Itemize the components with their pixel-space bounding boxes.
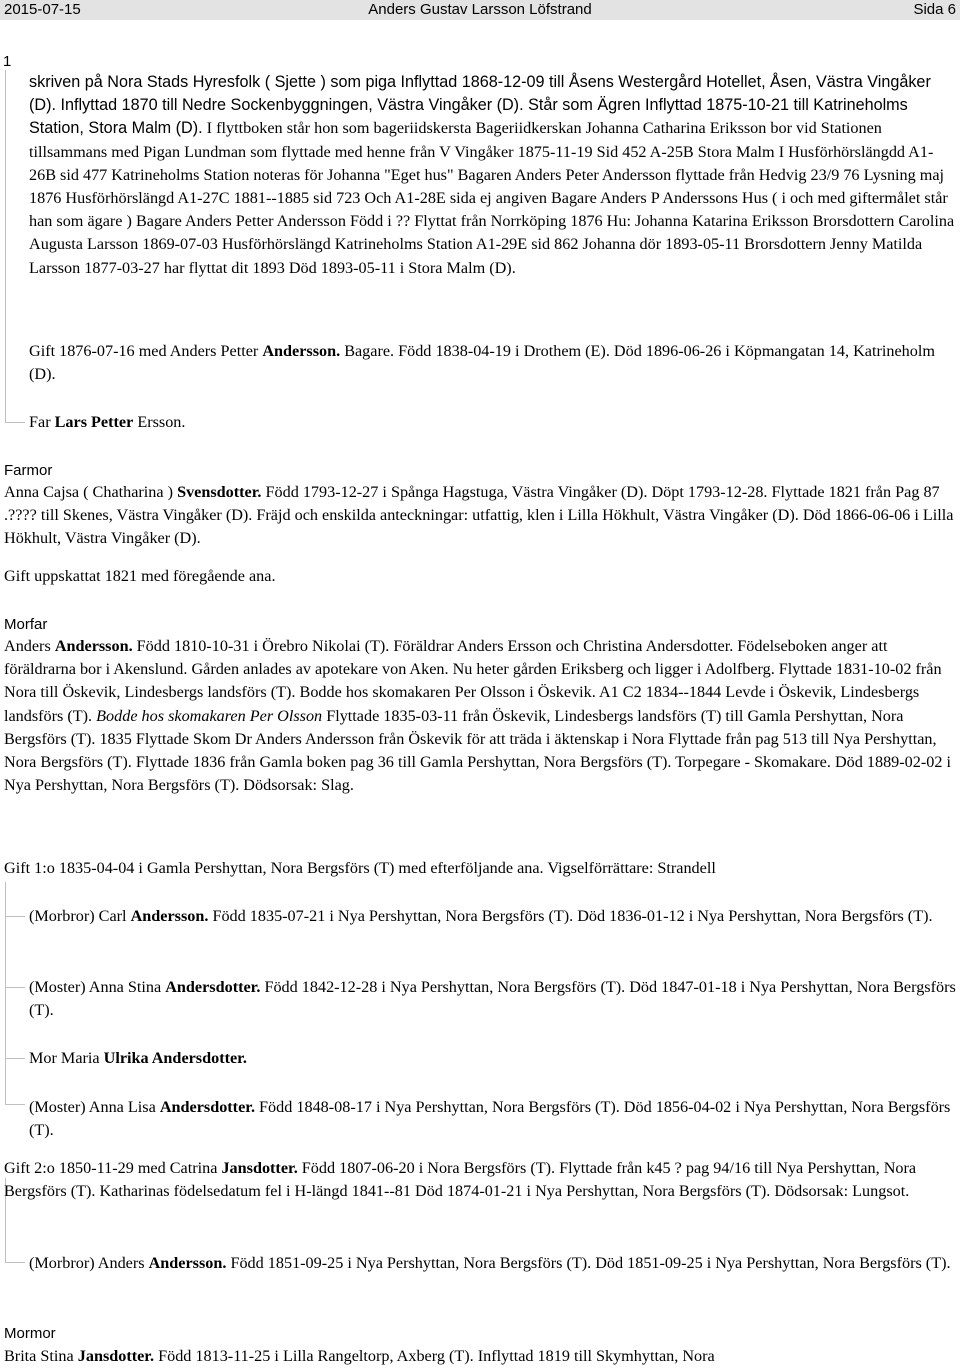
header-page-number: Sida 6 bbox=[913, 1, 956, 18]
marriage-1876-details: Bagare. Född 1838-04-19 i Drothem (E). Död 1896-06-26 i Köpmangatan 14, Katrineholm (D). bbox=[29, 342, 935, 384]
child-given-name: (Moster) Anna Stina bbox=[29, 978, 166, 996]
mormor-paragraph bbox=[4, 1345, 957, 1369]
child-entry bbox=[29, 1096, 957, 1142]
child-surname: Andersdotter. bbox=[159, 1098, 255, 1116]
child-details: Född 1835-07-21 i Nya Pershyttan, Nora Bergsförs (T). Död 1836-01-12 i Nya Pershyttan, Nora Bergsförs (T). bbox=[208, 907, 933, 925]
child-entry-mother bbox=[29, 1047, 957, 1070]
farmor-details: Född 1793-12-27 i Spånga Hagstuga, Västra Vingåker (D). Döpt 1793-12-28. Flyttade 1821 från Pag 87 .???? till Skenes, Västra Vingåker (D). Fräjd och enskilda anteckningar: utfattig, klen i Lilla Hökhult, Västra Vingåker (D). Död 1866-06-06 i Lilla Hökhult, Västra Vingåker (D). bbox=[4, 483, 954, 548]
child-surname: Ulrika Andersdotter. bbox=[103, 1049, 247, 1067]
tree-branch-child-1 bbox=[5, 916, 25, 917]
tree-branch-child-4 bbox=[5, 1104, 25, 1105]
farmor-surname: Svensdotter. bbox=[177, 483, 262, 501]
father-prefix: Far bbox=[29, 413, 55, 431]
child-details: Född 1842-12-28 i Nya Pershyttan, Nora Bergsförs (T). Död 1847-01-18 i Nya Pershyttan, Nora Bergsförs (T). bbox=[29, 978, 956, 1020]
father-surname: Ersson. bbox=[133, 413, 186, 431]
child-given-name: (Morbror) Carl bbox=[29, 907, 131, 925]
mormor-given-name: Brita Stina bbox=[4, 1347, 78, 1365]
entry-paragraph-part-a: skriven på Nora Stads Hyresfolk ( Sjette ) som piga Inflyttad 1868-12-09 till Åsens Westergård Hotellet, Åsen, Västra Vingåker (D). Inflyttad 1870 till Nedre Sockenbyggningen, Västra Vingåker (D). Står som Ägren Inflyttad 1875-10-21 till Katrineholms Station, Stora Malm (D). bbox=[29, 73, 931, 138]
farmor-marriage: Gift uppskattat 1821 med föregående ana. bbox=[4, 567, 276, 585]
tree-branch-child-3 bbox=[5, 1058, 25, 1059]
marriage-1876-surname: Andersson. bbox=[262, 342, 341, 360]
marriage-1876-text: Gift 1876-07-16 med Anders Petter bbox=[29, 342, 263, 360]
child-details: Född 1848-08-17 i Nya Pershyttan, Nora Bergsförs (T). Död 1856-04-02 i Nya Pershyttan, Nora Bergsförs (T). bbox=[29, 1098, 951, 1140]
farmor-paragraph bbox=[4, 481, 957, 551]
farmor-given-name: Anna Cajsa ( Chatharina ) bbox=[4, 483, 178, 501]
marriage-2-surname: Jansdotter. bbox=[221, 1159, 298, 1177]
mormor-surname: Jansdotter. bbox=[77, 1347, 155, 1365]
morfar-surname: Andersson. bbox=[54, 637, 133, 655]
section-label-mormor: Mormor bbox=[4, 1325, 56, 1342]
header-title: Anders Gustav Larsson Löfstrand bbox=[368, 1, 592, 18]
mormor-details: Född 1813-11-25 i Lilla Rangeltorp, Axberg (T). Inflyttad 1819 till Skymhyttan, Nora bbox=[154, 1347, 715, 1365]
morfar-marriage-1: Gift 1:o 1835-04-04 i Gamla Pershyttan, Nora Bergsförs (T) med efterföljande ana. Vigselförrättare: Strandell bbox=[4, 859, 716, 877]
entry-paragraph bbox=[29, 71, 957, 280]
morfar-marriage-2 bbox=[4, 1157, 957, 1203]
child-surname: Andersson. bbox=[148, 1254, 227, 1272]
child-details: Född 1851-09-25 i Nya Pershyttan, Nora Bergsförs (T). Död 1851-09-25 i Nya Pershyttan, Nora Bergsförs (T). bbox=[226, 1254, 951, 1272]
child-surname: Andersson. bbox=[130, 907, 209, 925]
entry-number: 1 bbox=[3, 53, 12, 70]
marriage-2-text: Gift 2:o 1850-11-29 med Catrina bbox=[4, 1159, 222, 1177]
marriage-2-details: Född 1807-06-20 i Nora Bergsförs (T). Flyttade från k45 ? pag 94/16 till Nya Pershyttan, Nora Bergsförs (T). Katharinas födelsedatum fel i H-längd 1841--81 Död 1874-01-21 i Nya Pershyttan, Nora Bergsförs (T). Dödsorsak: Lungsot. bbox=[4, 1159, 917, 1201]
morfar-italic-note: Bodde hos skomakaren Per Olsson bbox=[96, 706, 323, 725]
father-line bbox=[29, 411, 957, 434]
child-entry bbox=[29, 905, 957, 928]
section-label-farmor: Farmor bbox=[4, 462, 53, 479]
child-surname: Andersdotter. bbox=[165, 978, 261, 996]
child-entry bbox=[29, 976, 957, 1022]
header-date: 2015-07-15 bbox=[4, 1, 81, 18]
tree-branch-far bbox=[5, 422, 25, 423]
section-label-morfar: Morfar bbox=[4, 616, 48, 633]
morfar-details-cont: Flyttade 1835-03-11 från Öskevik, Lindesbergs landsförs (T) till Gamla Pershyttan, Nora Bergsförs (T). 1835 Flyttade Skom Dr Anders Andersson från Öskevik för att träda i äktenskap i Nora Flyttade från pag 513 till Nya Pershyttan, Nora Bergsförs (T). Flyttade 1836 från Gamla boken pag 36 till Gamla Pershyttan, Nora Bergsförs (T). Torpegare - Skomakare. Död 1889-02-02 i Nya Pershyttan, Nora Bergsförs (T). Dödsorsak: Slag. bbox=[4, 706, 951, 795]
child-given-name: (Moster) Anna Lisa bbox=[29, 1098, 160, 1116]
page-header bbox=[0, 0, 960, 20]
marriage-1876 bbox=[29, 340, 957, 386]
tree-branch-child-2 bbox=[5, 987, 25, 988]
child-given-name: Mor Maria bbox=[29, 1049, 104, 1067]
tree-branch-child-5 bbox=[5, 1262, 25, 1263]
father-name: Lars Petter bbox=[54, 413, 134, 431]
child-given-name: (Morbror) Anders bbox=[29, 1254, 149, 1272]
morfar-details: Född 1810-10-31 i Örebro Nikolai (T). Föräldrar Anders Ersson och Christina Andersdotter. Födelseboken anger att föräldrarna bor i Akenslund. Gården anlades av apotekare von Aken. Nu heter gården Eriksberg och ligger i Adolfberg. Flyttade 1831-10-02 från Nora till Öskevik, Lindesbergs landsförs (T). Bodde hos skomakaren Per Olsson i Öskevik. A1 C2 1834--1844 Levde i Öskevik, Lindesbergs landsförs (T). bbox=[4, 637, 942, 725]
morfar-paragraph bbox=[4, 635, 957, 797]
tree-line-entry bbox=[5, 70, 6, 422]
entry-paragraph-part-b: I flyttboken står hon som bageriidskersta Bageriidkerskan Johanna Catharina Eriksson bor vid Stationen tillsammans med Pigan Lundman som flyttade med henne från V Vingåker 1875-11-19 Sid 452 A-25B Stora Malm I Husförhörslängdd A1-26B sid 477 Katrineholms Station noteras för Johanna "Eget hus" Bagaren Anders Peter Andersson flyttade från Hedvig 23/9 76 Lysning maj 1876 Husförhörslängd A1-27C 1881--1885 sid 723 Och A1-28E sida ej angiven Bagare Anders P Anderssons Hus ( i och med giftermålet står han som ägare ) Bagare Anders Petter Andersson Född i ?? Flyttat från Norrköping 1876 Hu: Johanna Katarina Eriksson Brorsdottern Carolina Augusta Larsson 1869-07-03 Husförhörslängd Katrineholms Station A1-29E sid 862 Johanna dör 1893-05-11 Brorsdottern Jenny Matilda Larsson 1877-03-27 har flyttat dit 1893 Död 1893-05-11 i Stora Malm (D). bbox=[29, 119, 955, 277]
child-entry bbox=[29, 1252, 957, 1275]
morfar-given-name: Anders bbox=[4, 637, 55, 655]
